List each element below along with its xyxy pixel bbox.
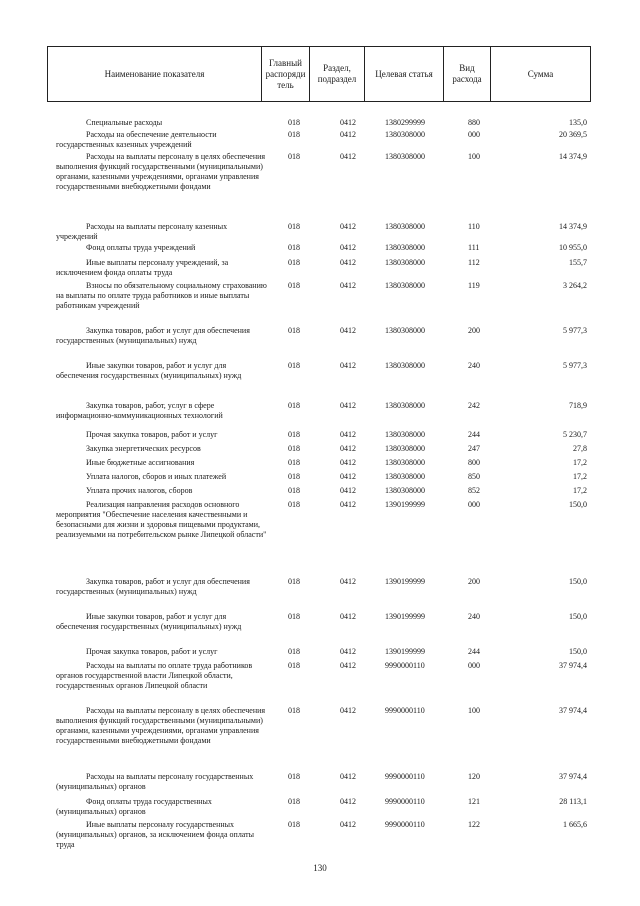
cell-sum: 5 977,3 xyxy=(563,326,587,335)
cell-csr: 9990000110 xyxy=(385,706,425,715)
cell-razdel: 0412 xyxy=(340,500,356,509)
cell-razdel: 0412 xyxy=(340,326,356,335)
cell-name: Закупка энергетических ресурсов xyxy=(86,444,201,453)
cell-csr: 9990000110 xyxy=(385,772,425,781)
cell-vid: 100 xyxy=(468,152,480,161)
cell-vid: 240 xyxy=(468,612,480,621)
cell-csr: 1380308000 xyxy=(385,361,425,370)
cell-razdel: 0412 xyxy=(340,612,356,621)
cell-csr: 1380299999 xyxy=(385,118,425,127)
cell-vid: 850 xyxy=(468,472,480,481)
cell-sum: 150,0 xyxy=(569,577,587,586)
cell-sum: 37 974,4 xyxy=(559,661,587,670)
cell-grbs: 018 xyxy=(288,281,300,290)
cell-csr: 1390199999 xyxy=(385,577,425,586)
cell-grbs: 018 xyxy=(288,444,300,453)
cell-grbs: 018 xyxy=(288,486,300,495)
cell-csr: 1390199999 xyxy=(385,612,425,621)
cell-vid: 852 xyxy=(468,486,480,495)
cell-sum: 28 113,1 xyxy=(559,797,587,806)
cell-sum: 14 374,9 xyxy=(559,222,587,231)
cell-vid: 200 xyxy=(468,326,480,335)
cell-razdel: 0412 xyxy=(340,472,356,481)
cell-vid: 000 xyxy=(468,130,480,139)
cell-csr: 1380308000 xyxy=(385,401,425,410)
cell-grbs: 018 xyxy=(288,401,300,410)
cell-csr: 1380308000 xyxy=(385,444,425,453)
cell-csr: 1380308000 xyxy=(385,258,425,267)
cell-razdel: 0412 xyxy=(340,118,356,127)
cell-csr: 1380308000 xyxy=(385,243,425,252)
cell-sum: 17,2 xyxy=(573,472,587,481)
cell-grbs: 018 xyxy=(288,797,300,806)
cell-vid: 244 xyxy=(468,647,480,656)
cell-name: Расходы на выплаты персоналу в целях обеспечения выполнения функций государственными (муниципальными) органами, казенными учреждениями, органами управления государственными внебюджетными фондами xyxy=(56,152,266,191)
cell-razdel: 0412 xyxy=(340,281,356,290)
cell-grbs: 018 xyxy=(288,820,300,829)
cell-name: Иные бюджетные ассигнования xyxy=(86,458,195,467)
cell-sum: 135,0 xyxy=(569,118,587,127)
cell-name: Реализация направления расходов основного мероприятия "Обеспечение населения качественными и безопасными для жизни и здоровья пищевыми продуктами, реализуемыми на потребительском рынке Липецкой области" xyxy=(56,500,267,539)
cell-name: Закупка товаров, работ и услуг для обеспечения государственных (муниципальных) нужд xyxy=(56,577,250,596)
cell-grbs: 018 xyxy=(288,577,300,586)
cell-razdel: 0412 xyxy=(340,243,356,252)
cell-vid: 880 xyxy=(468,118,480,127)
cell-vid: 119 xyxy=(468,281,480,290)
cell-vid: 242 xyxy=(468,401,480,410)
cell-csr: 1380308000 xyxy=(385,326,425,335)
cell-sum: 5 230,7 xyxy=(563,430,587,439)
cell-grbs: 018 xyxy=(288,258,300,267)
cell-sum: 17,2 xyxy=(573,458,587,467)
header-grbs: Главный распоряди тель xyxy=(262,47,310,101)
cell-razdel: 0412 xyxy=(340,797,356,806)
cell-sum: 17,2 xyxy=(573,486,587,495)
cell-vid: 000 xyxy=(468,661,480,670)
cell-sum: 150,0 xyxy=(569,500,587,509)
cell-csr: 9990000110 xyxy=(385,797,425,806)
cell-grbs: 018 xyxy=(288,706,300,715)
cell-sum: 37 974,4 xyxy=(559,772,587,781)
cell-name: Прочая закупка товаров, работ и услуг xyxy=(86,647,218,656)
cell-sum: 150,0 xyxy=(569,647,587,656)
cell-name: Закупка товаров, работ и услуг для обеспечения государственных (муниципальных) нужд xyxy=(56,326,250,345)
cell-razdel: 0412 xyxy=(340,130,356,139)
cell-grbs: 018 xyxy=(288,612,300,621)
cell-razdel: 0412 xyxy=(340,222,356,231)
cell-sum: 150,0 xyxy=(569,612,587,621)
cell-grbs: 018 xyxy=(288,326,300,335)
cell-csr: 1380308000 xyxy=(385,130,425,139)
cell-vid: 200 xyxy=(468,577,480,586)
cell-razdel: 0412 xyxy=(340,258,356,267)
cell-csr: 9990000110 xyxy=(385,820,425,829)
cell-name: Специальные расходы xyxy=(86,118,163,127)
cell-grbs: 018 xyxy=(288,222,300,231)
cell-grbs: 018 xyxy=(288,772,300,781)
cell-csr: 1380308000 xyxy=(385,430,425,439)
cell-grbs: 018 xyxy=(288,118,300,127)
cell-grbs: 018 xyxy=(288,472,300,481)
cell-razdel: 0412 xyxy=(340,486,356,495)
cell-sum: 27,8 xyxy=(573,444,587,453)
cell-name: Иные закупки товаров, работ и услуг для обеспечения государственных (муниципальных) нужд xyxy=(56,612,242,631)
cell-vid: 000 xyxy=(468,500,480,509)
cell-grbs: 018 xyxy=(288,430,300,439)
cell-razdel: 0412 xyxy=(340,577,356,586)
cell-name: Иные выплаты персоналу государственных (муниципальных) органов, за исключением фонда оплаты труда xyxy=(56,820,255,849)
cell-name: Уплата прочих налогов, сборов xyxy=(86,486,193,495)
page-number: 130 xyxy=(313,863,327,873)
cell-name: Фонд оплаты труда учреждений xyxy=(86,243,196,252)
cell-razdel: 0412 xyxy=(340,401,356,410)
header-razdel: Раздел, подраздел xyxy=(310,47,365,101)
cell-csr: 9990000110 xyxy=(385,661,425,670)
cell-vid: 112 xyxy=(468,258,480,267)
cell-name: Уплата налогов, сборов и иных платежей xyxy=(86,472,227,481)
cell-name: Фонд оплаты труда государственных (муниципальных) органов xyxy=(56,797,212,816)
cell-razdel: 0412 xyxy=(340,820,356,829)
cell-sum: 10 955,0 xyxy=(559,243,587,252)
cell-sum: 1 665,6 xyxy=(563,820,587,829)
cell-sum: 20 369,5 xyxy=(559,130,587,139)
cell-csr: 1380308000 xyxy=(385,152,425,161)
cell-grbs: 018 xyxy=(288,243,300,252)
cell-csr: 1380308000 xyxy=(385,472,425,481)
cell-csr: 1390199999 xyxy=(385,500,425,509)
cell-vid: 110 xyxy=(468,222,480,231)
cell-name: Расходы на выплаты персоналу государственных (муниципальных) органов xyxy=(56,772,254,791)
cell-vid: 120 xyxy=(468,772,480,781)
header-name: Наименование показателя xyxy=(48,47,262,101)
cell-razdel: 0412 xyxy=(340,772,356,781)
cell-vid: 111 xyxy=(468,243,480,252)
cell-name: Закупка товаров, работ, услуг в сфере информационно-коммуникационных технологий xyxy=(56,401,223,420)
cell-csr: 1380308000 xyxy=(385,458,425,467)
cell-grbs: 018 xyxy=(288,152,300,161)
cell-razdel: 0412 xyxy=(340,647,356,656)
cell-grbs: 018 xyxy=(288,361,300,370)
cell-sum: 37 974,4 xyxy=(559,706,587,715)
cell-name: Расходы на выплаты по оплате труда работников органов государственной власти Липецкой области, государственных органов Липецкой области xyxy=(56,661,253,690)
cell-csr: 1380308000 xyxy=(385,222,425,231)
cell-sum: 3 264,2 xyxy=(563,281,587,290)
cell-razdel: 0412 xyxy=(340,361,356,370)
cell-csr: 1390199999 xyxy=(385,647,425,656)
cell-name: Расходы на обеспечение деятельности государственных казенных учреждений xyxy=(56,130,217,149)
cell-razdel: 0412 xyxy=(340,706,356,715)
cell-vid: 247 xyxy=(468,444,480,453)
cell-vid: 100 xyxy=(468,706,480,715)
header-sum: Сумма xyxy=(527,68,554,79)
cell-grbs: 018 xyxy=(288,500,300,509)
header-csr: Целевая статья xyxy=(365,47,444,101)
table-header xyxy=(47,46,591,102)
cell-vid: 122 xyxy=(468,820,480,829)
cell-sum: 14 374,9 xyxy=(559,152,587,161)
cell-name: Расходы на выплаты персоналу в целях обеспечения выполнения функций государственными (муниципальными) органами, казенными учреждениями, органами управления государственными внебюджетными фондами xyxy=(56,706,266,745)
cell-sum: 5 977,3 xyxy=(563,361,587,370)
cell-razdel: 0412 xyxy=(340,661,356,670)
cell-name: Иные выплаты персоналу учреждений, за исключением фонда оплаты труда xyxy=(56,258,229,277)
cell-vid: 240 xyxy=(468,361,480,370)
cell-name: Взносы по обязательному социальному страхованию на выплаты по оплате труда работников и иные выплаты работникам учреждений xyxy=(56,281,267,310)
cell-csr: 1380308000 xyxy=(385,281,425,290)
header-vid: Вид расхода xyxy=(444,47,491,101)
cell-grbs: 018 xyxy=(288,647,300,656)
cell-vid: 121 xyxy=(468,797,480,806)
cell-vid: 244 xyxy=(468,430,480,439)
cell-sum: 155,7 xyxy=(569,258,587,267)
cell-razdel: 0412 xyxy=(340,152,356,161)
cell-name: Прочая закупка товаров, работ и услуг xyxy=(86,430,218,439)
cell-csr: 1380308000 xyxy=(385,486,425,495)
cell-grbs: 018 xyxy=(288,458,300,467)
cell-name: Расходы на выплаты персоналу казенных учреждений xyxy=(56,222,228,241)
cell-razdel: 0412 xyxy=(340,430,356,439)
cell-sum: 718,9 xyxy=(569,401,587,410)
cell-grbs: 018 xyxy=(288,661,300,670)
cell-razdel: 0412 xyxy=(340,444,356,453)
cell-razdel: 0412 xyxy=(340,458,356,467)
cell-name: Иные закупки товаров, работ и услуг для обеспечения государственных (муниципальных) нужд xyxy=(56,361,242,380)
cell-vid: 800 xyxy=(468,458,480,467)
cell-grbs: 018 xyxy=(288,130,300,139)
